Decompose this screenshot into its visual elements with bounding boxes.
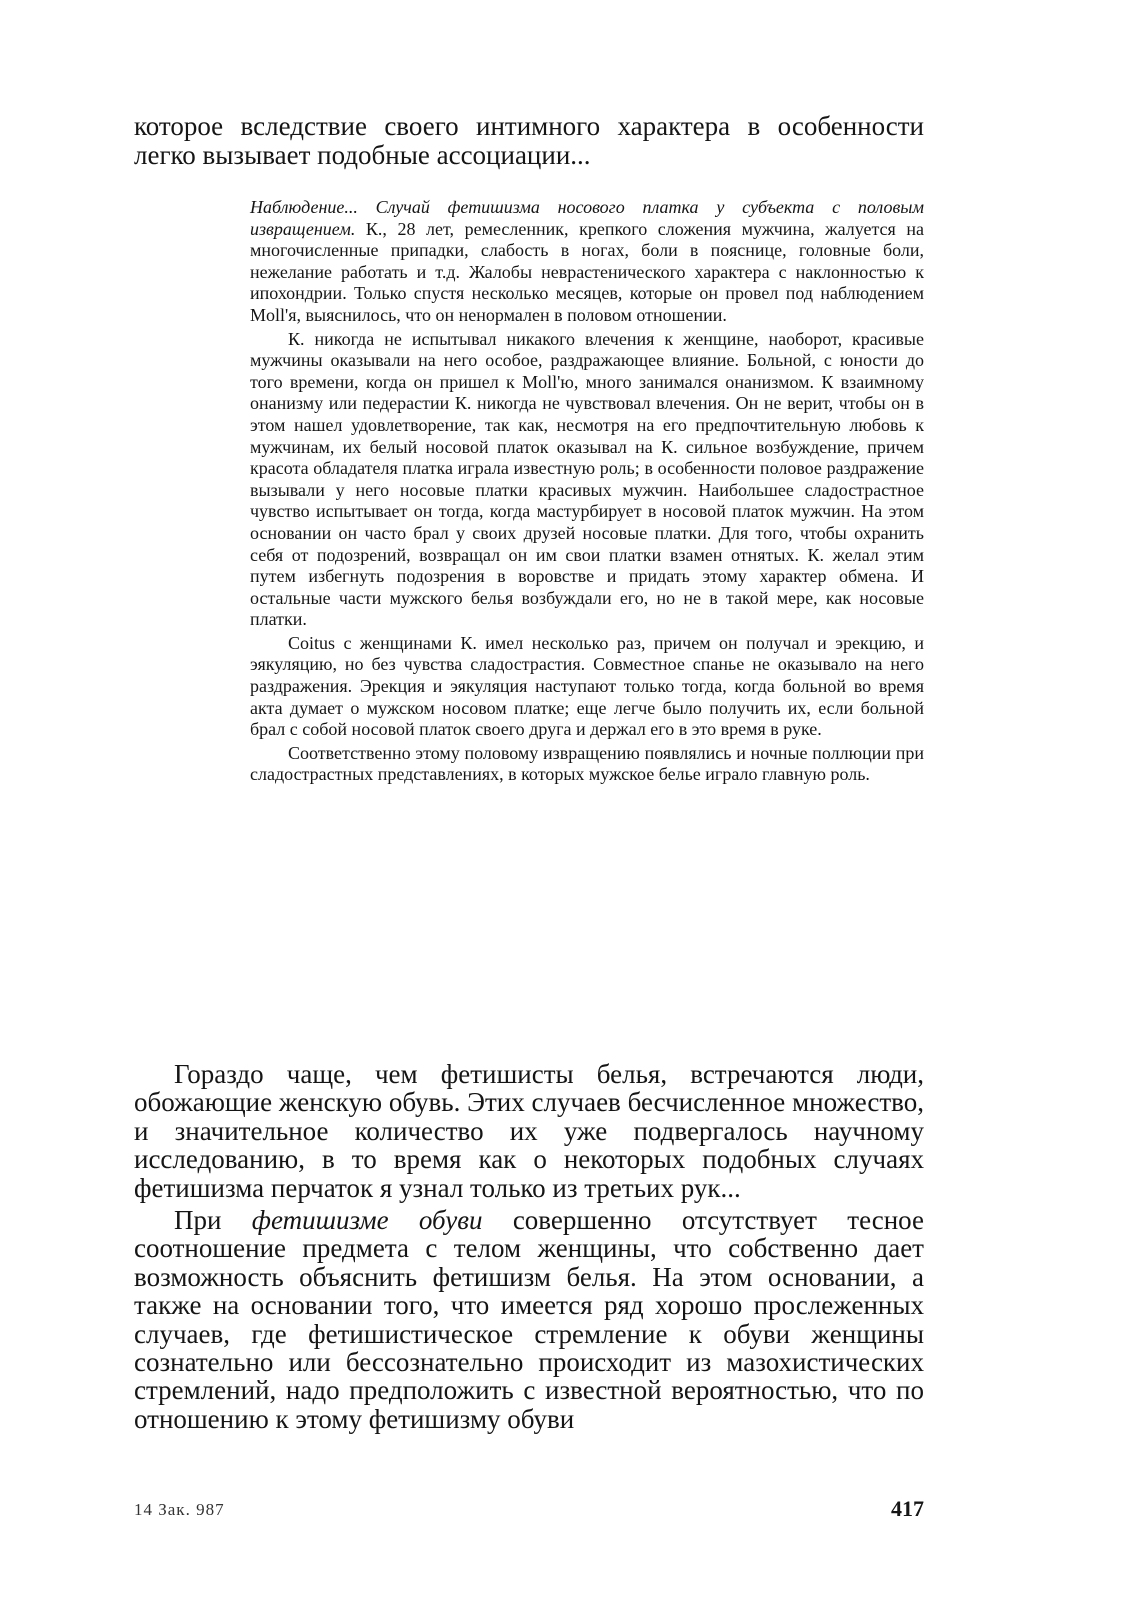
observation-paragraph-1-text: К., 28 лет, ремесленник, крепкого сложения мужчина, жалуется на многочисленные припадки, слабость в ногах, боли в пояснице, головные боли, нежелание работать и т.д. Жалобы неврастенического характера с наклонностью к ипохондрии. Только спустя несколько месяцев, которые он провел под наблюдением Moll'я, выяснилось, что он ненормален в половом отношении.	[250, 218, 924, 325]
main-paragraph-2	[134, 1206, 924, 1433]
case-observation-block	[250, 197, 924, 786]
main-paragraph-2-italic: фетишизме обуви	[251, 1205, 483, 1236]
observation-paragraph-4: Соответственно этому половому извращению появлялись и ночные поллюции при сладострастных представлениях, в которых мужское белье играло главную роль.	[250, 742, 924, 785]
observation-paragraph-2: К. никогда не испытывал никакого влечения к женщине, наоборот, красивые мужчины оказывали на него особое, раздражающее влияние. Больной, с юности до того времени, когда он пришел к Moll'ю, много занимался онанизмом. К взаимному онанизму или педерастии К. никогда не чувствовал влечения. Он не верит, чтобы он в этом нашел удовлетворение, так как, несмотря на его предпочтительную любовь к мужчинам, их белый носовой платок оказывал на К. сильное возбуждение, причем красота обладателя платка играла известную роль; в особенности половое раздражение вызывали у него носовые платки красивых мужчин. Наибольшее сладострастное чувство испытывает он тогда, когда мастурбирует в носовой платок мужчин. На этом основании он часто брал у своих друзей носовые платки. Для того, чтобы охранить себя от подозрений, возвращал он им свои платки взамен отнятых. К. желал этим путем избегнуть подозрения в воровстве и придать этому характер обмена. И остальные части мужского белья возбуждали его, но не в такой мере, как носовые платки.	[250, 328, 924, 630]
main-paragraph-2-start: При	[174, 1205, 252, 1236]
main-text	[134, 1060, 924, 1433]
observation-paragraph-1	[250, 197, 924, 327]
main-paragraph-2-rest: совершенно отсутствует тесное соотношение предмета с телом женщины, что собственно дает возможность объяснить фетишизм белья. На этом основании, а также на основании того, что имеется ряд хорошо прослеженных случаев, где фетишистическое стремление к обуви женщины сознательно или бессознательно происходит из мазохистических стремлений, надо предположить с известной вероятностью, что по отношению к этому фетишизму обуви	[134, 1205, 924, 1434]
observation-heading: Наблюдение... Случай фетишизма носового платка у субъекта с половым извращением.	[250, 197, 924, 239]
page-number: 417	[891, 1496, 924, 1521]
main-paragraph-1: Гораздо чаще, чем фетишисты белья, встречаются люди, обожающие женскую обувь. Этих случаев бесчисленное множество, и значительное количество их уже подвергалось научному исследованию, в то время как о некоторых подобных случаях фетишизма перчаток я узнал только из третьих рук...	[134, 1059, 924, 1203]
lead-paragraph: которое вследствие своего интимного характера в особенности легко вызывает подобные ассоциации...	[134, 111, 924, 170]
printer-signature: 14 Зак. 987	[134, 1500, 225, 1519]
observation-paragraph-3: Coitus с женщинами К. имел несколько раз, причем он получал и эрекцию, и эякуляцию, но без чувства сладострастия. Совместное спанье не оказывало на него раздражения. Эрекция и эякуляция наступают только тогда, когда больной во время акта думает о мужском носовом платке; еще легче было получить их, если больной брал с собой носовой платок своего друга и держал его в это время в руке.	[250, 632, 924, 740]
page-footer	[134, 1496, 924, 1524]
